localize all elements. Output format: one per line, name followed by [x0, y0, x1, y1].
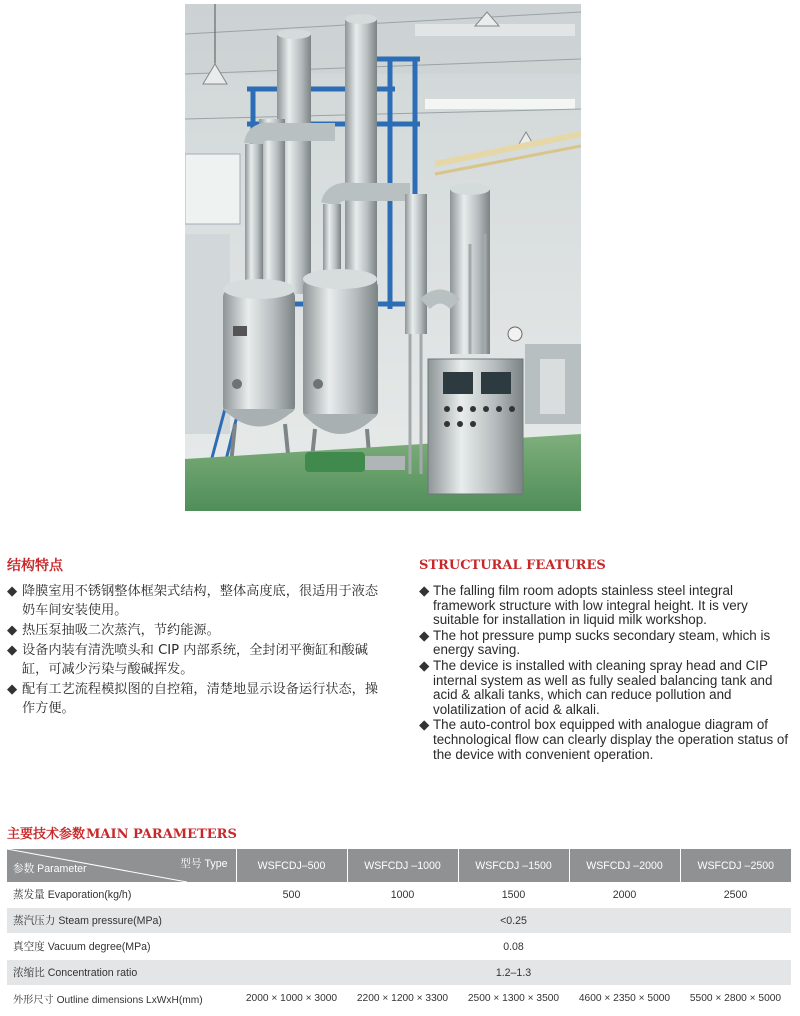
row-label: 外形尺寸 Outline dimensions LxWxH(mm)	[7, 986, 236, 1012]
parameter-label: 参数 Parameter	[13, 863, 87, 875]
diamond-bullet-icon: ◆	[7, 623, 18, 638]
table-cell: 2500	[680, 882, 791, 908]
row-label: 蒸汽压力 Steam pressure(MPa)	[7, 908, 236, 934]
model-header: WSFCDJ –1000	[347, 849, 458, 882]
diamond-bullet-icon: ◆	[7, 643, 18, 658]
table-cell: 1000	[347, 882, 458, 908]
table-row	[7, 934, 791, 960]
table-cell: 1.2–1.3	[236, 960, 791, 986]
table-cell: 2500 × 1300 × 3500	[458, 986, 569, 1012]
parameters-table	[7, 849, 791, 1012]
table-cell: 500	[236, 882, 347, 908]
row-label: 真空度 Vacuum degree(MPa)	[7, 934, 236, 960]
table-cell: 2000 × 1000 × 3000	[236, 986, 347, 1012]
diamond-bullet-icon: ◆	[7, 584, 18, 599]
list-item: ◆ The hot pressure pump sucks secondary steam, which is energy saving.	[419, 627, 771, 658]
table-cell: <0.25	[236, 908, 791, 934]
structural-features-cn-list	[7, 582, 387, 719]
table-cell: 1500	[458, 882, 569, 908]
diamond-bullet-icon: ◆	[419, 717, 430, 733]
model-header: WSFCDJ–500	[236, 849, 347, 882]
structural-features-en-title: STRUCTURAL FEATURES	[419, 558, 606, 573]
table-row	[7, 960, 791, 986]
table-cell: 4600 × 2350 × 5000	[569, 986, 680, 1012]
list-item: ◆ 配有工艺流程模拟图的自控箱，清楚地显示设备运行状态，操作方便。	[7, 682, 379, 716]
table-row	[7, 986, 791, 1012]
corner-header-cell	[7, 849, 236, 882]
table-cell: 2000	[569, 882, 680, 908]
list-item: ◆ The auto-control box equipped with analogue diagram of technological flow can clearly display the operation status of the device with convenient operation.	[419, 717, 789, 762]
diamond-bullet-icon: ◆	[419, 583, 430, 598]
structural-features-en-list	[419, 584, 789, 763]
structural-features-cn-title: 结构特点	[7, 558, 63, 574]
list-item: ◆ The falling film room adopts stainless steel integral framework structure with low integral height. It is very suitable for installation in liquid milk workshop.	[419, 583, 748, 628]
list-item: ◆ The device is installed with cleaning spray head and CIP internal system as well as fully sealed balancing tank and acid & alkali tanks, which can reduce pollution and volatilization of acid & alkali.	[419, 657, 773, 717]
table-cell: 2200 × 1200 × 3300	[347, 986, 458, 1012]
list-item: ◆ 降膜室用不锈钢整体框架式结构，整体高度底，很适用于液态奶车间安装使用。	[7, 584, 379, 618]
list-item: ◆ 热压泵抽吸二次蒸汽，节约能源。	[7, 623, 220, 638]
table-cell: 5500 × 2800 × 5000	[680, 986, 791, 1012]
diamond-bullet-icon: ◆	[419, 627, 430, 643]
main-parameters-title: 主要技术参数MAIN PARAMETERS	[7, 827, 237, 842]
table-cell: 0.08	[236, 934, 791, 960]
type-label: 型号 Type	[180, 858, 228, 870]
table-row	[7, 882, 791, 908]
model-header: WSFCDJ –1500	[458, 849, 569, 882]
row-label: 蒸发量 Evaporation(kg/h)	[7, 882, 236, 908]
evaporator-photo	[185, 4, 581, 511]
diamond-bullet-icon: ◆	[419, 657, 430, 673]
diamond-bullet-icon: ◆	[7, 682, 18, 697]
model-header: WSFCDJ –2500	[680, 849, 791, 882]
model-header: WSFCDJ –2000	[569, 849, 680, 882]
table-row	[7, 908, 791, 934]
list-item: ◆ 设备内装有清洗喷头和 CIP 内部系统，全封闭平衡缸和酸碱缸，可减少污染与酸碱挥发。	[7, 643, 368, 677]
table-header-row	[7, 849, 791, 882]
row-label: 浓缩比 Concentration ratio	[7, 960, 236, 986]
